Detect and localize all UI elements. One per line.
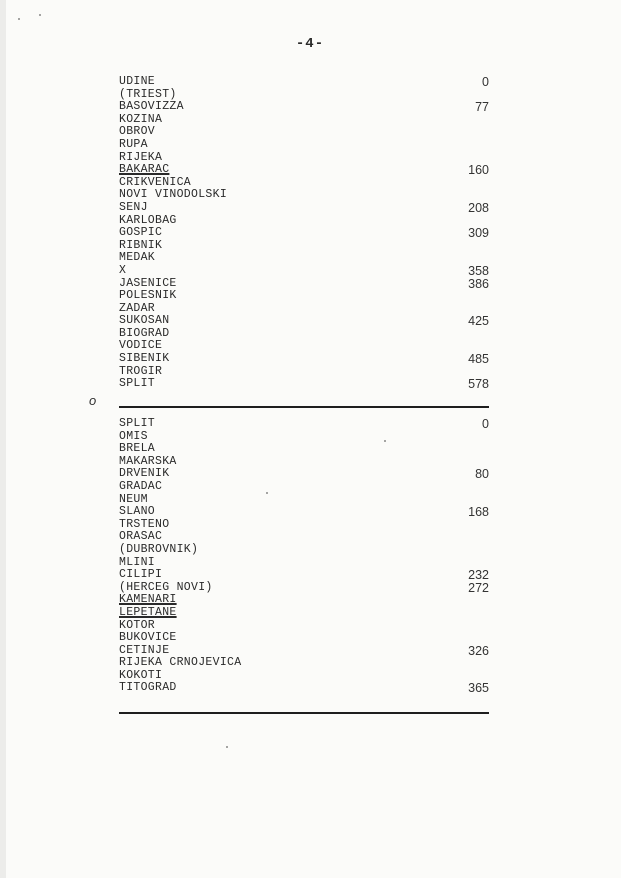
route-row — [119, 431, 489, 444]
distance-km: 358 — [468, 263, 489, 278]
route-row — [119, 328, 489, 341]
route-row — [119, 506, 489, 519]
place-name: NEUM — [119, 492, 148, 506]
distance-km: 0 — [482, 417, 489, 431]
place-name: (HERCEG NOVI) — [119, 580, 213, 594]
route-row — [119, 290, 489, 303]
distance-km: 578 — [468, 377, 489, 392]
place-name: BUKOVICE — [119, 631, 177, 645]
place-name: DRVENIK — [119, 467, 170, 481]
distance-km: 168 — [468, 505, 489, 520]
place-name: SIBENIK — [119, 352, 170, 366]
distance-km: 0 — [482, 75, 489, 89]
place-name: SPLIT — [119, 377, 156, 391]
route-row — [119, 632, 489, 645]
route-row — [119, 76, 489, 89]
distance-km: 160 — [468, 163, 489, 178]
distance-km: 80 — [475, 467, 489, 482]
route-row — [119, 101, 489, 114]
place-name: SLANO — [119, 505, 156, 519]
place-name: TROGIR — [119, 364, 163, 378]
route-row — [119, 468, 489, 481]
place-name: TRSTENO — [119, 517, 170, 531]
route-row — [119, 252, 489, 265]
place-name: ORASAC — [119, 530, 163, 544]
route-row — [119, 303, 489, 316]
distance-km: 232 — [468, 568, 489, 583]
place-name: ZADAR — [119, 301, 156, 315]
distance-km: 326 — [468, 643, 489, 658]
route-row — [119, 418, 489, 431]
place-name: RIBNIK — [119, 238, 163, 252]
place-name: KOZINA — [119, 112, 163, 126]
place-name: TITOGRAD — [119, 681, 177, 695]
place-name: RIJEKA CRNOJEVICA — [119, 656, 242, 670]
section-end-rule — [119, 712, 489, 714]
route-row — [119, 557, 489, 570]
place-name: GOSPIC — [119, 226, 163, 240]
place-name: (TRIEST) — [119, 87, 177, 101]
route-list-section-1 — [119, 76, 489, 391]
distance-km: 386 — [468, 276, 489, 291]
route-row — [119, 481, 489, 494]
route-row — [119, 202, 489, 215]
place-name: RIJEKA — [119, 150, 163, 164]
place-name: POLESNIK — [119, 289, 177, 303]
place-name: SUKOSAN — [119, 314, 170, 328]
place-name: UDINE — [119, 75, 156, 88]
place-name: BAKARAC — [119, 163, 170, 177]
route-row — [119, 315, 489, 328]
route-row — [119, 456, 489, 469]
route-row — [119, 215, 489, 228]
route-row — [119, 240, 489, 253]
place-name: OBROV — [119, 125, 156, 139]
place-name: MLINI — [119, 555, 156, 569]
route-row — [119, 340, 489, 353]
distance-km: 272 — [468, 580, 489, 595]
place-name: X — [119, 263, 127, 277]
place-name: SENJ — [119, 200, 148, 214]
place-name: BIOGRAD — [119, 326, 170, 340]
route-row — [119, 544, 489, 557]
place-name: MAKARSKA — [119, 454, 177, 468]
route-row — [119, 378, 489, 391]
place-name: KARLOBAG — [119, 213, 177, 227]
route-row — [119, 366, 489, 379]
place-name: KOTOR — [119, 618, 156, 632]
place-name: NOVI VINODOLSKI — [119, 188, 228, 202]
section-divider-rule — [119, 406, 489, 408]
route-list-section-2 — [119, 418, 489, 695]
place-name: CETINJE — [119, 643, 170, 657]
route-row — [119, 126, 489, 139]
place-name: KAMENARI — [119, 593, 177, 607]
route-row — [119, 152, 489, 165]
route-row — [119, 164, 489, 177]
route-row — [119, 494, 489, 507]
place-name: (DUBROVNIK) — [119, 542, 199, 556]
place-name: MEDAK — [119, 251, 156, 265]
place-name: JASENICE — [119, 276, 177, 290]
margin-handwritten-mark: o — [89, 393, 97, 408]
place-name: VODICE — [119, 339, 163, 353]
place-name: BRELA — [119, 442, 156, 456]
distance-km: 77 — [475, 100, 489, 115]
route-row — [119, 353, 489, 366]
place-name: GRADAC — [119, 479, 163, 493]
route-row — [119, 265, 489, 278]
page-number: -4- — [295, 36, 325, 52]
route-row — [119, 139, 489, 152]
place-name: LEPETANE — [119, 605, 177, 619]
route-row — [119, 607, 489, 620]
route-row — [119, 227, 489, 240]
route-row — [119, 443, 489, 456]
distance-km: 425 — [468, 314, 489, 329]
page-fold-shadow — [0, 0, 6, 878]
place-name: SPLIT — [119, 417, 156, 430]
distance-km: 309 — [468, 226, 489, 241]
route-row — [119, 682, 489, 695]
place-name: CRIKVENICA — [119, 175, 192, 189]
place-name: OMIS — [119, 429, 148, 443]
place-name: CILIPI — [119, 568, 163, 582]
place-name: BASOVIZZA — [119, 100, 184, 114]
route-row — [119, 189, 489, 202]
place-name: RUPA — [119, 137, 148, 151]
route-row — [119, 657, 489, 670]
distance-km: 208 — [468, 200, 489, 215]
route-row — [119, 569, 489, 582]
place-name: KOKOTI — [119, 668, 163, 682]
distance-km: 365 — [468, 681, 489, 696]
route-row — [119, 114, 489, 127]
distance-km: 485 — [468, 352, 489, 367]
route-row — [119, 519, 489, 532]
